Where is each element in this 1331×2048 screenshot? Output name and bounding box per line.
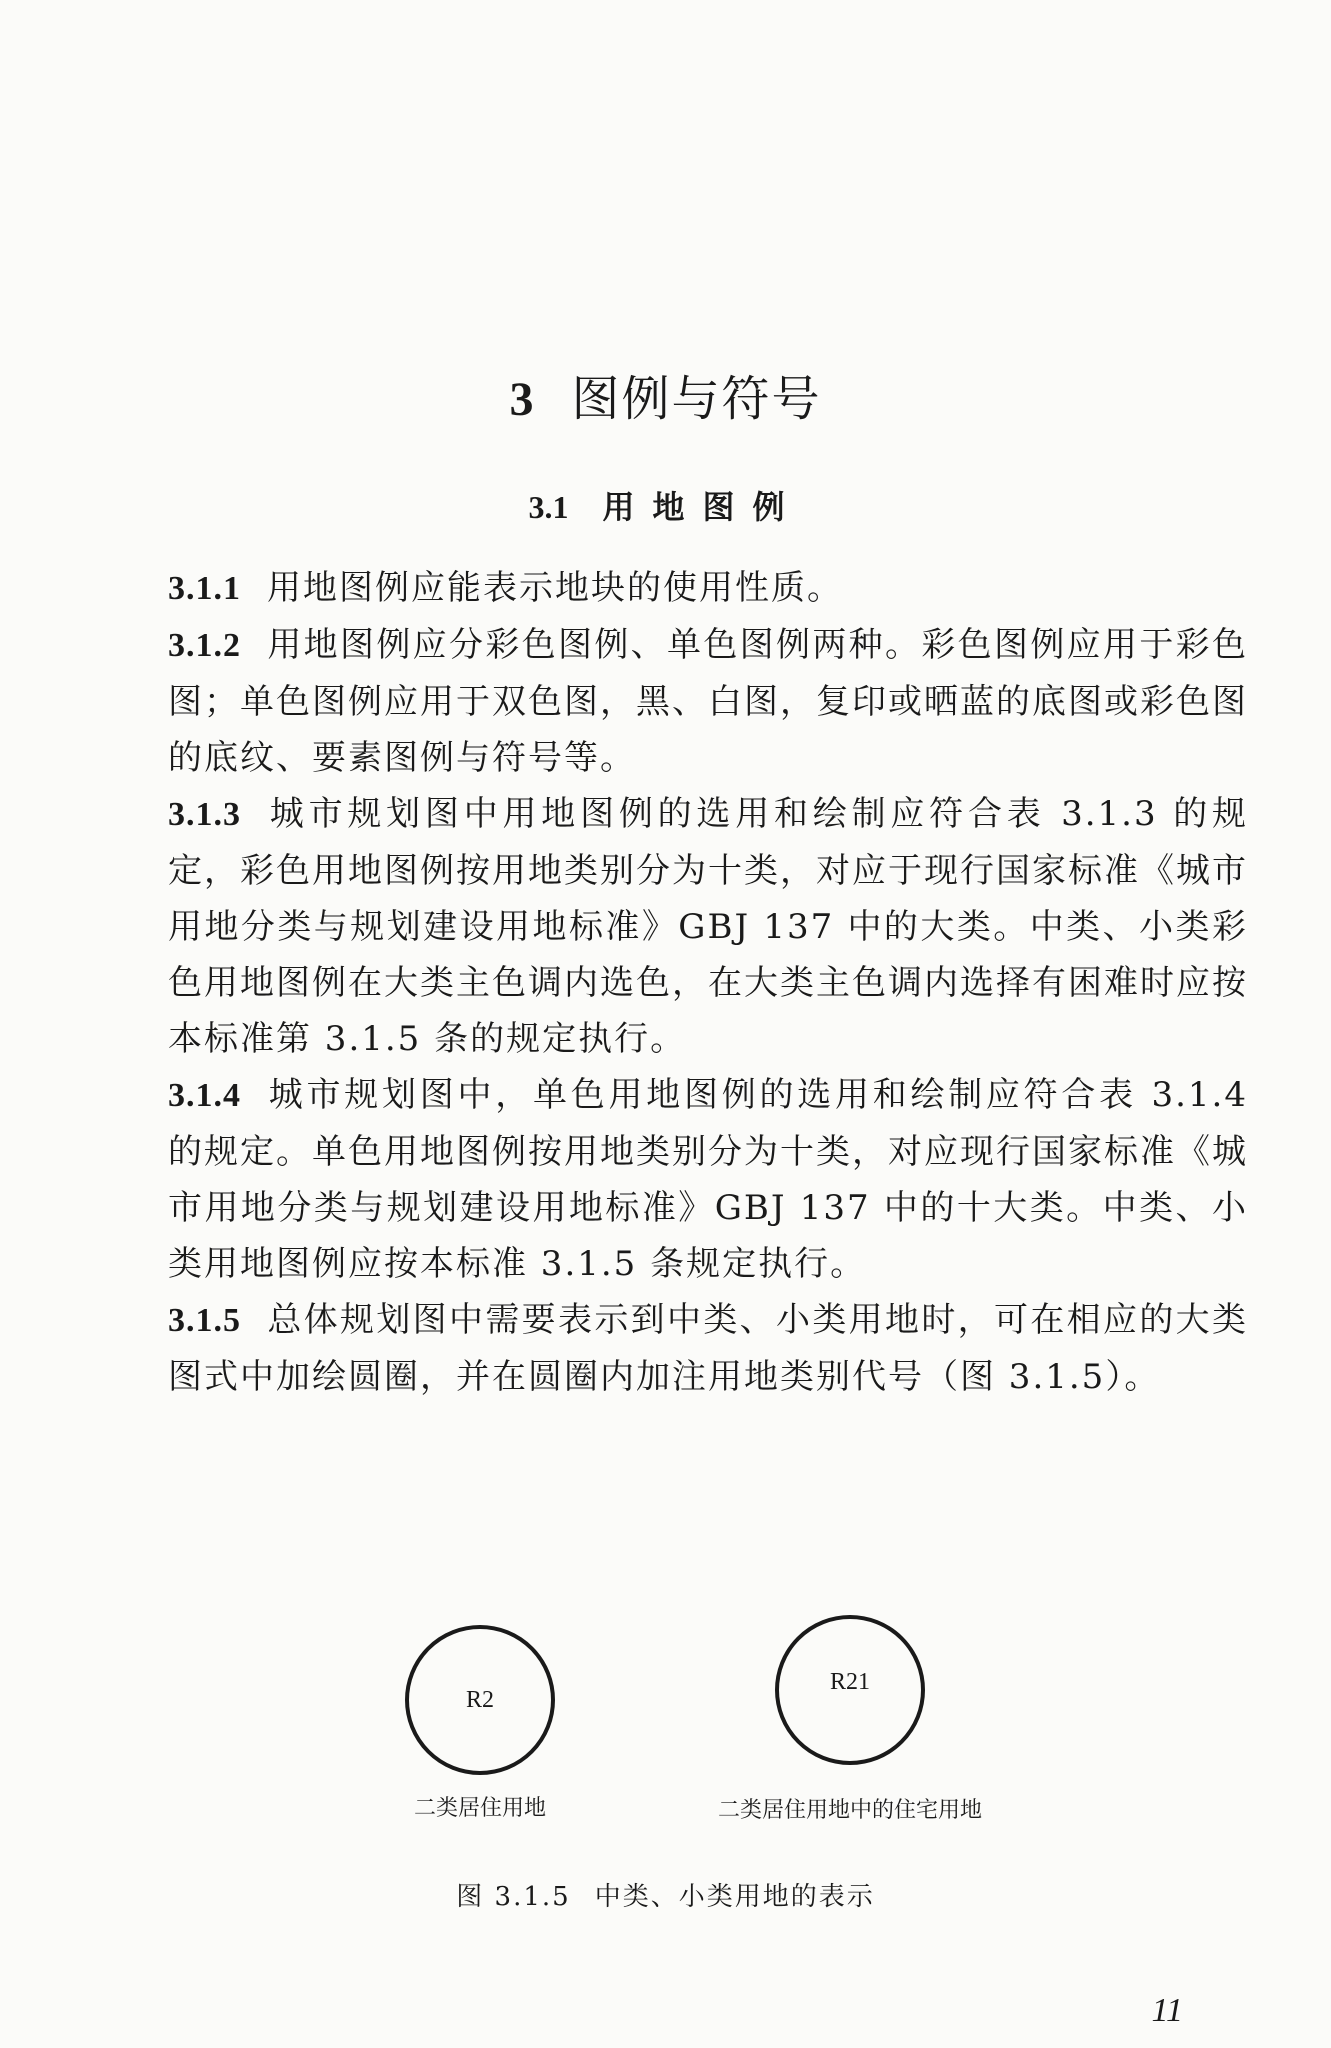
- clause-3-1-2: [168, 617, 1248, 786]
- chapter-number: 3: [509, 373, 536, 426]
- land-code-circle: [775, 1615, 925, 1765]
- clause-text: 总体规划图中需要表示到中类、小类用地时，可在相应的大类图式中加绘圆圈，并在圆圈内加注用地类别代号（图 3.1.5）。: [168, 1300, 1248, 1397]
- clause-text: 用地图例应分彩色图例、单色图例两种。彩色图例应用于彩色图；单色图例应用于双色图，黑、白图，复印或晒蓝的底图或彩色图的底纹、要素图例与符号等。: [168, 625, 1248, 778]
- clause-3-1-1: [168, 560, 1248, 617]
- figure-caption-text: 中类、小类用地的表示: [594, 1882, 875, 1912]
- clause-number: 3.1.3: [168, 796, 241, 833]
- clause-text: 城市规划图中用地图例的选用和绘制应符合表 3.1.3 的规定，彩色用地图例按用地类别分为十类，对应于现行国家标准《城市用地分类与规划建设用地标准》GBJ 137 中的大类。中类、小类彩色用地图例在大类主色调内选色，在大类主色调内选择有困难时应按本标准第 3.1.5 条的规定执行。: [168, 794, 1248, 1059]
- clause-text: 城市规划图中，单色用地图例的选用和绘制应符合表 3.1.4 的规定。单色用地图例按用地类别分为十类，对应现行国家标准《城市用地分类与规划建设用地标准》GBJ 137 中的十大类。中类、小类用地图例应按本标准 3.1.5 条规定执行。: [168, 1075, 1248, 1284]
- land-code: R21: [829, 1669, 870, 1695]
- clause-3-1-3: [168, 786, 1248, 1067]
- clause-number: 3.1.1: [168, 570, 241, 607]
- page-number: 11: [1151, 1992, 1183, 2029]
- figure-caption-number: 图 3.1.5: [456, 1882, 571, 1912]
- figure-item-r2: [405, 1625, 555, 1822]
- figure-caption: [0, 1876, 1331, 1913]
- chapter-title: [0, 360, 1331, 429]
- clause-number: 3.1.2: [168, 627, 241, 664]
- section-title-text: 用地图例: [602, 488, 803, 526]
- land-code: R2: [465, 1686, 494, 1713]
- clause-number: 3.1.5: [168, 1302, 241, 1339]
- clause-number: 3.1.4: [168, 1077, 241, 1114]
- clause-3-1-5: [168, 1292, 1248, 1405]
- figure-item-r21: [660, 1615, 1040, 1824]
- figure-item-label: 二类居住用地中的住宅用地: [717, 1798, 982, 1823]
- section-number: 3.1: [528, 489, 569, 525]
- land-code-circle: [405, 1625, 555, 1775]
- chapter-title-text: 图例与符号: [571, 371, 822, 427]
- figure-item-label: 二类居住用地: [413, 1796, 546, 1821]
- section-title: [0, 482, 1331, 528]
- clause-3-1-4: [168, 1067, 1248, 1292]
- clauses-body: [168, 560, 1248, 1405]
- clause-text: 用地图例应能表示地块的使用性质。: [267, 568, 843, 608]
